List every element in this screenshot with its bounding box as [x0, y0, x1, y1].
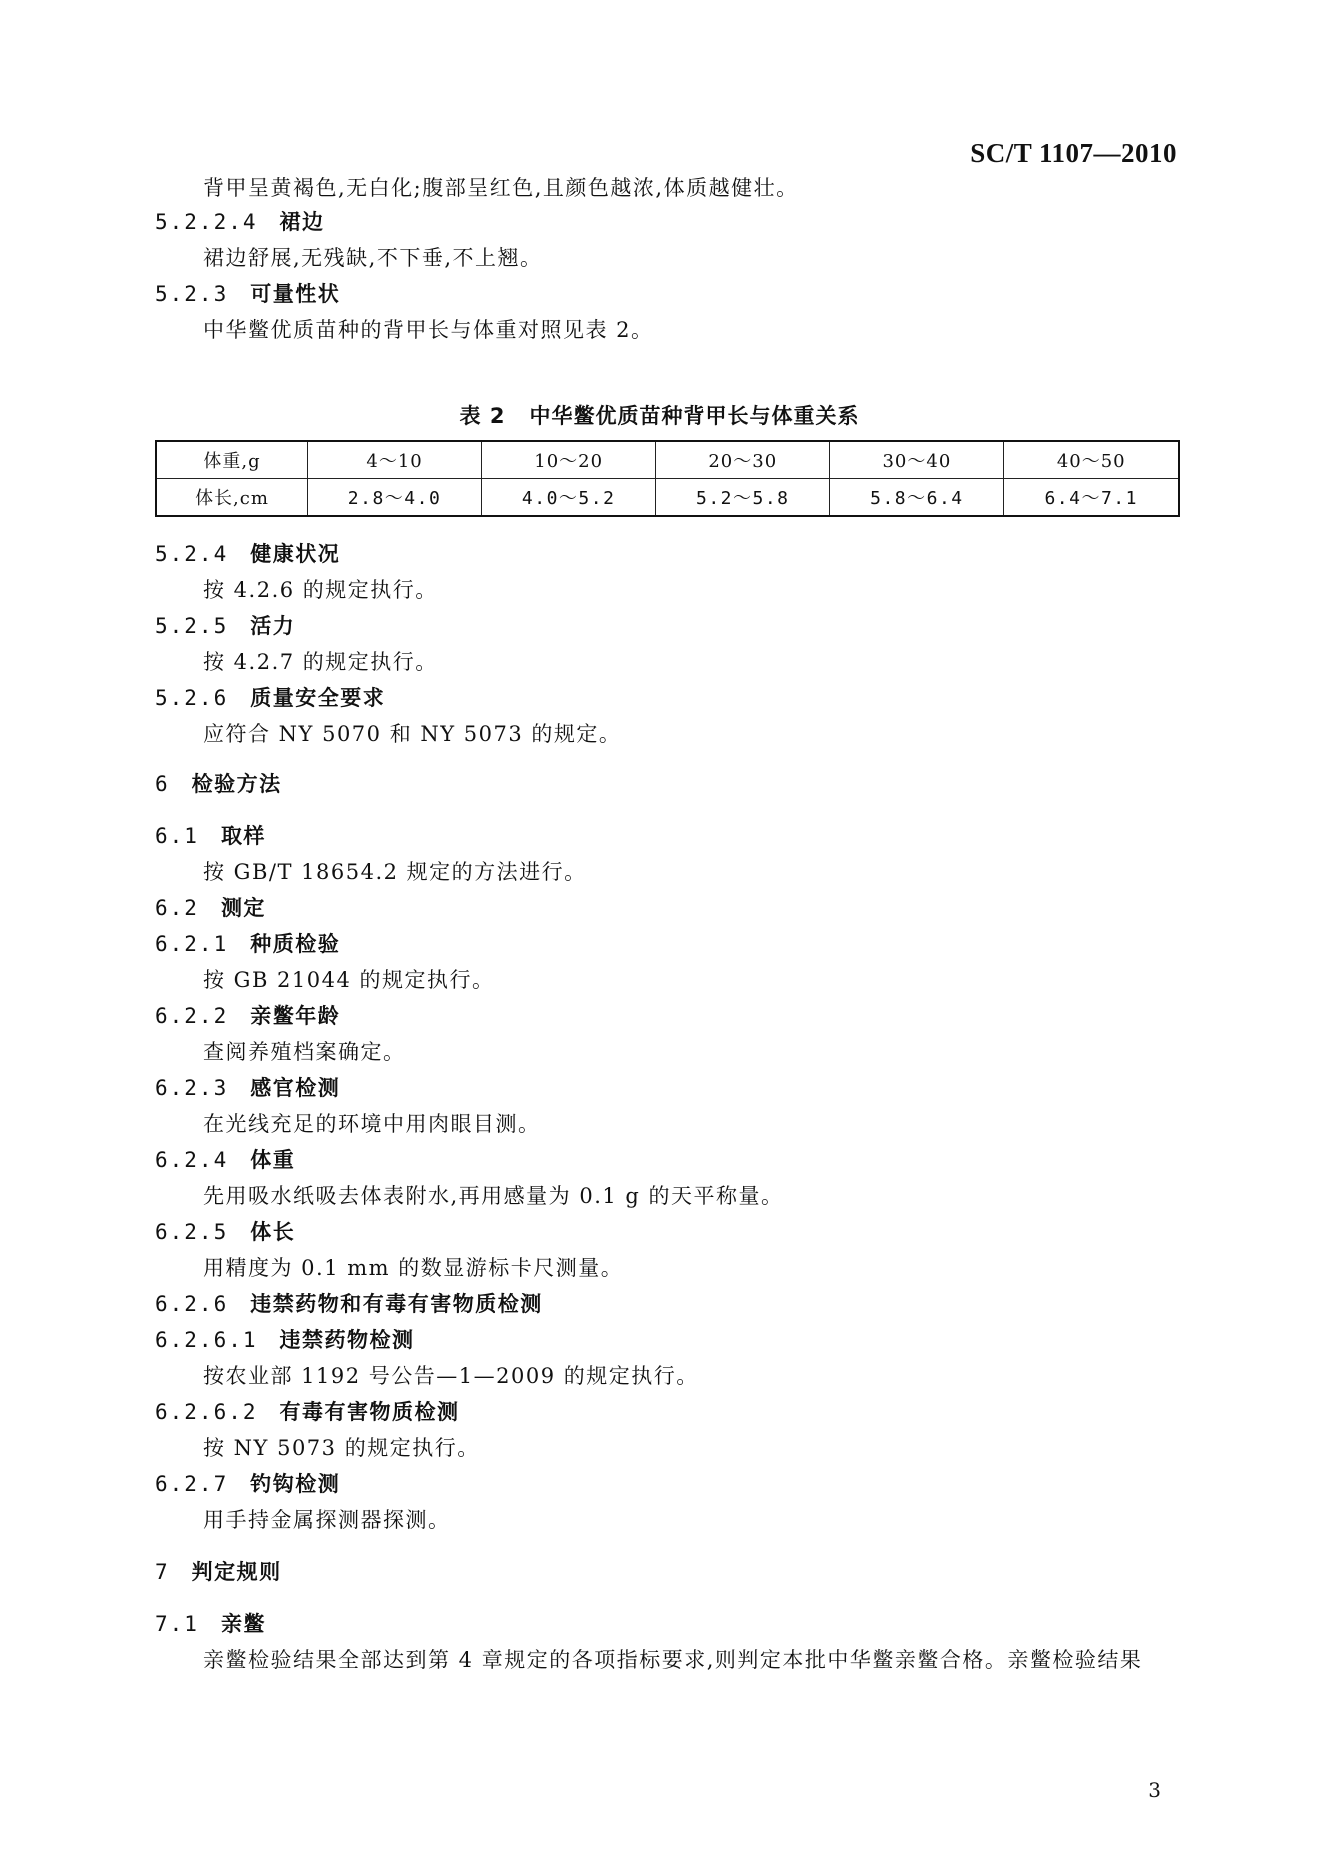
section-heading — [155, 1072, 340, 1102]
paragraph: 按 4.2.6 的规定执行。 — [203, 578, 438, 602]
section-number: 5.2.2.4 — [155, 210, 258, 234]
table-cell: 5.8～6.4 — [830, 479, 1004, 517]
page-number: 3 — [1148, 1778, 1161, 1802]
table-row — [156, 479, 1179, 517]
section-heading — [155, 1396, 460, 1426]
table-cell: 4.0～5.2 — [482, 479, 656, 517]
section-heading — [155, 1468, 340, 1498]
section-heading — [155, 1288, 543, 1318]
section-heading — [155, 1000, 340, 1030]
section-title: 钓钩检测 — [250, 1472, 341, 1496]
section-title: 判定规则 — [191, 1560, 282, 1584]
table-cell: 10～20 — [482, 441, 656, 479]
table-cell: 30～40 — [830, 441, 1004, 479]
section-title: 测定 — [220, 896, 266, 920]
section-title: 种质检验 — [250, 932, 341, 956]
table-caption-number: 表 2 — [459, 404, 506, 428]
chapter-heading — [155, 768, 282, 798]
section-title: 质量安全要求 — [250, 686, 386, 710]
section-number: 5.2.4 — [155, 542, 229, 566]
paragraph: 亲鳖检验结果全部达到第 4 章规定的各项指标要求,则判定本批中华鳖亲鳖合格。亲鳖检验结果 — [203, 1648, 1143, 1672]
section-title: 感官检测 — [250, 1076, 341, 1100]
section-title: 有毒有害物质检测 — [279, 1400, 460, 1424]
section-heading — [155, 206, 325, 236]
section-number: 6 — [155, 772, 170, 796]
paragraph: 用精度为 0.1 mm 的数显游标卡尺测量。 — [203, 1256, 624, 1280]
section-number: 6.2.3 — [155, 1076, 229, 1100]
section-number: 5.2.5 — [155, 614, 229, 638]
section-number: 7 — [155, 1560, 170, 1584]
section-number: 6.2.6.2 — [155, 1400, 258, 1424]
section-heading — [155, 682, 385, 712]
section-heading — [155, 820, 266, 850]
section-heading — [155, 278, 340, 308]
table-row — [156, 441, 1179, 479]
section-number: 6.2.7 — [155, 1472, 229, 1496]
section-number: 6.2.6.1 — [155, 1328, 258, 1352]
section-heading — [155, 1324, 415, 1354]
paragraph: 应符合 NY 5070 和 NY 5073 的规定。 — [203, 722, 622, 746]
paragraph: 背甲呈黄褐色,无白化;腹部呈红色,且颜色越浓,体质越健壮。 — [203, 176, 799, 200]
section-title: 取样 — [220, 824, 266, 848]
section-heading — [155, 1216, 295, 1246]
paragraph: 查阅养殖档案确定。 — [203, 1040, 406, 1064]
section-title: 检验方法 — [191, 772, 282, 796]
table-cell: 体重,g — [156, 441, 308, 479]
section-heading — [155, 1608, 266, 1638]
table-cell: 4～10 — [308, 441, 482, 479]
table-cell: 2.8～4.0 — [308, 479, 482, 517]
section-number: 6.2 — [155, 896, 199, 920]
paragraph: 按 NY 5073 的规定执行。 — [203, 1436, 480, 1460]
chapter-heading — [155, 1556, 282, 1586]
section-title: 可量性状 — [250, 282, 341, 306]
section-heading — [155, 1144, 295, 1174]
section-number: 5.2.6 — [155, 686, 229, 710]
paragraph: 先用吸水纸吸去体表附水,再用感量为 0.1 g 的天平称量。 — [203, 1184, 784, 1208]
section-title: 健康状况 — [250, 542, 341, 566]
table-cell: 6.4～7.1 — [1004, 479, 1179, 517]
paragraph: 中华鳖优质苗种的背甲长与体重对照见表 2。 — [203, 318, 654, 342]
paragraph: 裙边舒展,无残缺,不下垂,不上翘。 — [203, 246, 543, 270]
table-cell: 20～30 — [656, 441, 830, 479]
table-cell: 5.2～5.8 — [656, 479, 830, 517]
section-heading — [155, 610, 295, 640]
section-title: 亲鳖年龄 — [250, 1004, 341, 1028]
section-title: 违禁药物和有毒有害物质检测 — [250, 1292, 543, 1316]
section-title: 活力 — [250, 614, 296, 638]
section-title: 亲鳖 — [220, 1612, 266, 1636]
section-title: 违禁药物检测 — [279, 1328, 415, 1352]
section-number: 5.2.3 — [155, 282, 229, 306]
section-number: 6.2.4 — [155, 1148, 229, 1172]
table-caption-title: 中华鳖优质苗种背甲长与体重关系 — [529, 404, 860, 428]
section-number: 7.1 — [155, 1612, 199, 1636]
section-heading — [155, 928, 340, 958]
section-heading — [155, 538, 340, 568]
paragraph: 用手持金属探测器探测。 — [203, 1508, 451, 1532]
paragraph: 在光线充足的环境中用肉眼目测。 — [203, 1112, 541, 1136]
section-number: 6.1 — [155, 824, 199, 848]
section-number: 6.2.1 — [155, 932, 229, 956]
section-title: 体长 — [250, 1220, 296, 1244]
paragraph: 按农业部 1192 号公告—1—2009 的规定执行。 — [203, 1364, 699, 1388]
table-caption — [0, 400, 1319, 430]
section-number: 6.2.2 — [155, 1004, 229, 1028]
table-cell: 体长,cm — [156, 479, 308, 517]
table-cell: 40～50 — [1004, 441, 1179, 479]
paragraph: 按 4.2.7 的规定执行。 — [203, 650, 438, 674]
paragraph: 按 GB/T 18654.2 规定的方法进行。 — [203, 860, 587, 884]
section-title: 裙边 — [279, 210, 325, 234]
section-number: 6.2.6 — [155, 1292, 229, 1316]
standard-code-header: SC/T 1107—2010 — [970, 138, 1177, 168]
weight-length-table — [155, 440, 1180, 517]
section-heading — [155, 892, 266, 922]
section-title: 体重 — [250, 1148, 296, 1172]
section-number: 6.2.5 — [155, 1220, 229, 1244]
paragraph: 按 GB 21044 的规定执行。 — [203, 968, 495, 992]
